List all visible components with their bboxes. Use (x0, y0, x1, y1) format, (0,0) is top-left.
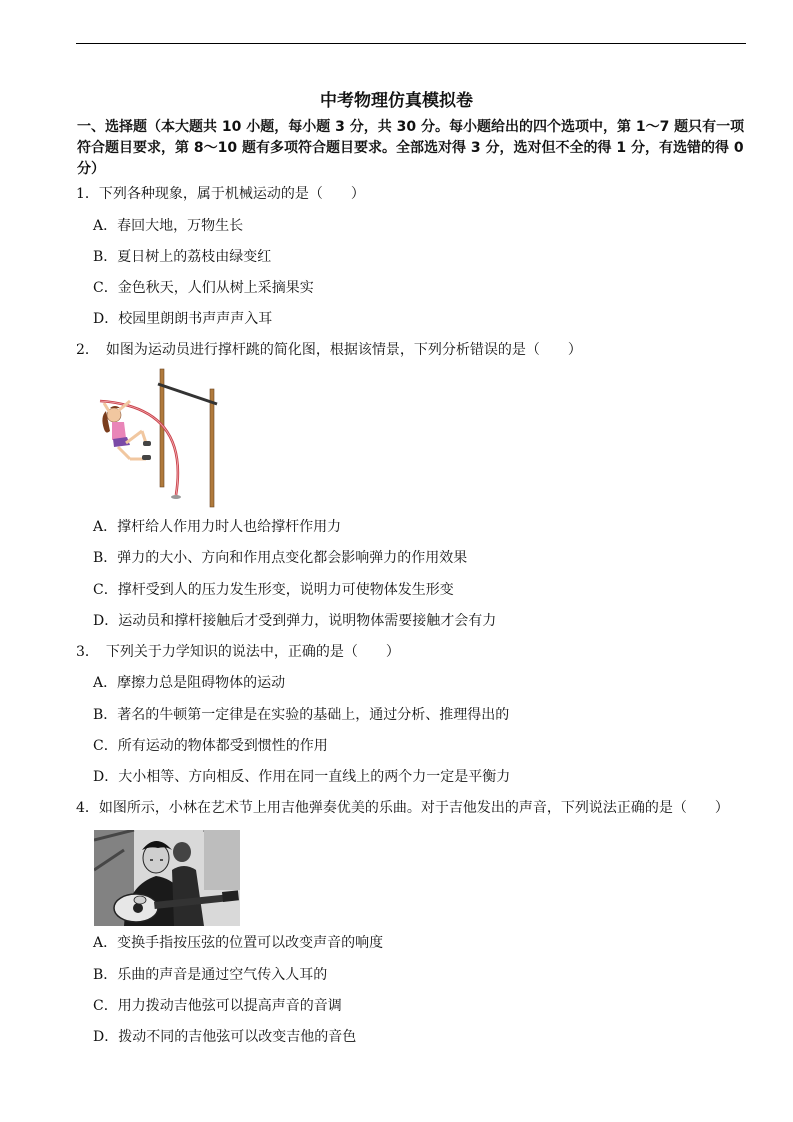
question-3-option-d: D．大小相等、方向相反、作用在同一直线上的两个力一定是平衡力 (93, 769, 511, 785)
question-2-option-c: C．撑杆受到人的压力发生形变，说明力可使物体发生形变 (93, 582, 454, 598)
question-3-option-c: C．所有运动的物体都受到惯性的作用 (93, 738, 328, 754)
question-4-option-c: C．用力拨动吉他弦可以提高声音的音调 (93, 998, 342, 1014)
question-2-stem: 2． 如图为运动员进行撑杆跳的简化图，根据该情景，下列分析错误的是（ ） (76, 342, 582, 358)
question-4-option-d: D．拨动不同的吉他弦可以改变吉他的音色 (93, 1029, 357, 1045)
question-1-option-c: C．金色秋天，人们从树上采摘果实 (93, 280, 314, 296)
question-1-option-d: D．校园里朗朗书声声声入耳 (93, 311, 273, 327)
page-title: 中考物理仿真模拟卷 (320, 91, 473, 111)
pole-vault-figure (90, 367, 225, 512)
question-1-option-b: B．夏日树上的荔枝由绿变红 (93, 249, 272, 265)
question-1-stem: 1．下列各种现象，属于机械运动的是（ ） (76, 186, 365, 202)
header-rule (76, 43, 746, 44)
question-3-stem: 3． 下列关于力学知识的说法中，正确的是（ ） (76, 644, 400, 660)
question-3-option-b: B．著名的牛顿第一定律是在实验的基础上，通过分析、推理得出的 (93, 707, 510, 723)
guitar-photo (94, 830, 240, 926)
question-1-option-a: A．春回大地，万物生长 (93, 218, 244, 234)
question-4-option-b: B．乐曲的声音是通过空气传入人耳的 (93, 967, 328, 983)
question-4-stem: 4．如图所示，小林在艺术节上用吉他弹奏优美的乐曲。对于吉他发出的声音，下列说法正确的是（ ） (76, 800, 729, 816)
question-4-option-a: A．变换手指按压弦的位置可以改变声音的响度 (93, 935, 384, 951)
question-3-option-a: A．摩擦力总是阻碍物体的运动 (93, 675, 286, 691)
question-2-option-b: B．弹力的大小、方向和作用点变化都会影响弹力的作用效果 (93, 550, 468, 566)
section-header: 一、选择题（本大题共 10 小题，每小题 3 分，共 30 分。每小题给出的四个选项中，第 1～7 题只有一项符合题目要求，第 8～10 题有多项符合题目要求。全部选对得 3 分，选对但不全的得 1 分，有选错的得 0 分） (77, 119, 745, 177)
question-2-option-d: D．运动员和撑杆接触后才受到弹力，说明物体需要接触才会有力 (93, 613, 497, 629)
question-2-option-a: A．撑杆给人作用力时人也给撑杆作用力 (93, 519, 342, 535)
